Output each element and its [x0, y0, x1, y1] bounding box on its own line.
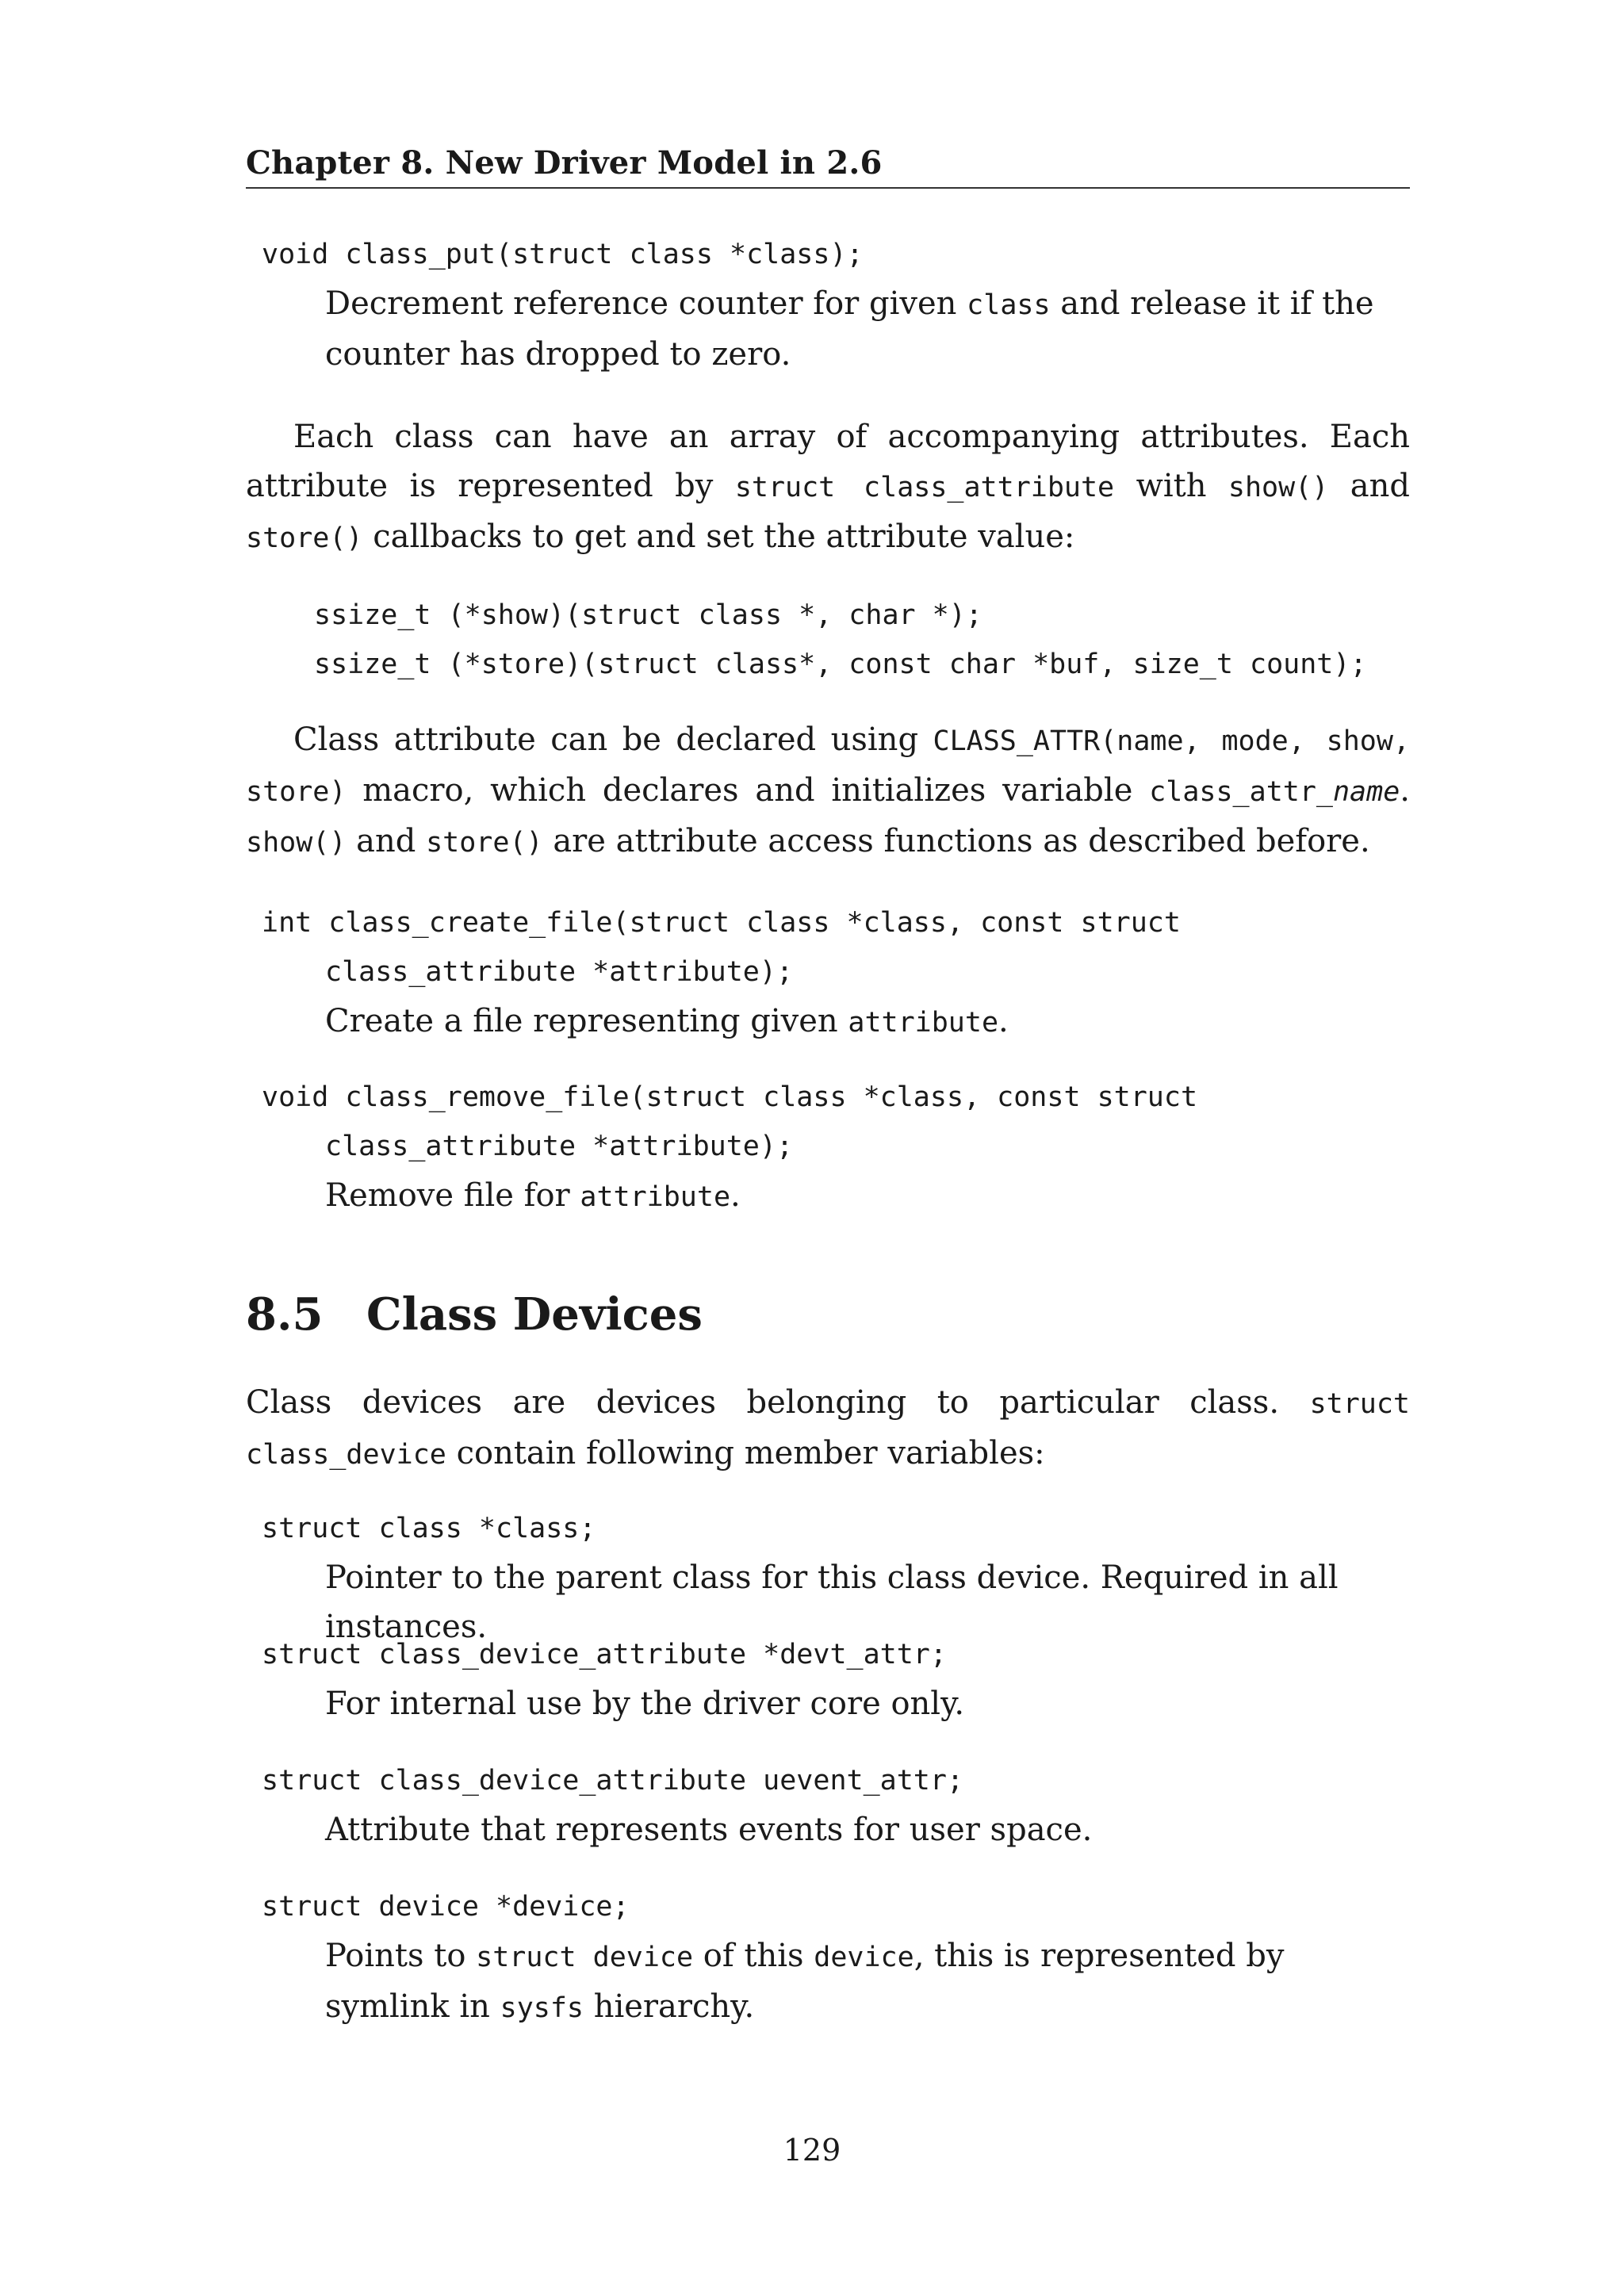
member-description: For internal use by the driver core only. — [325, 1686, 965, 1722]
class-create-file-entry — [246, 898, 1410, 1047]
macro-paragraph: Class attribute can be declared using CLASS_ATTR(name, mode, show, store) macro, which declares and initializes variable class_attr_name. show() and store() are attribute access functions as described before. — [246, 721, 1410, 859]
function-signature: int class_create_file(struct class *class, const struct class_attribute *attribute); — [262, 907, 1181, 988]
function-description: Create a file representing given attribute. — [325, 1003, 1009, 1039]
member-description: Points to struct device of this device, this is represented by symlink in sysfs hierarchy. — [325, 1938, 1285, 2025]
member-signature: struct class_device_attribute uevent_attr; — [262, 1765, 964, 1797]
code-block — [246, 591, 1410, 689]
member-entry — [246, 1756, 1410, 1854]
member-signature: struct class_device_attribute *devt_attr; — [262, 1639, 947, 1670]
member-entry — [246, 1630, 1410, 1728]
member-entry — [246, 1882, 1410, 2033]
chapter-header: Chapter 8. New Driver Model in 2.6 — [246, 144, 883, 182]
function-signature: void class_remove_file(struct class *class, const struct class_attribute *attribute); — [262, 1081, 1198, 1162]
section-intro-paragraph: Class devices are devices belonging to particular class. struct class_device contain following member variables: — [246, 1384, 1410, 1471]
page-number: 129 — [783, 2133, 841, 2168]
code-line: ssize_t (*store)(struct class*, const char *buf, size_t count); — [314, 649, 1367, 680]
code-line: ssize_t (*show)(struct class *, char *); — [314, 599, 982, 631]
member-signature: struct device *device; — [262, 1891, 630, 1923]
member-description: Pointer to the parent class for this class device. Required in all instances. — [325, 1559, 1339, 1645]
member-signature: struct class *class; — [262, 1513, 596, 1544]
function-description: Decrement reference counter for given class and release it if the counter has dropped to zero. — [325, 285, 1374, 373]
header-rule — [246, 187, 1410, 189]
section-heading: 8.5 Class Devices — [246, 1288, 703, 1341]
attributes-paragraph: Each class can have an array of accompanying attributes. Each attribute is represented by struct class_attribute with show() and store() callbacks to get and set the attribute value: — [246, 419, 1410, 555]
member-description: Attribute that represents events for user space. — [325, 1812, 1093, 1848]
class-put-entry — [246, 230, 1410, 379]
class-remove-file-entry — [246, 1073, 1410, 1222]
function-description: Remove file for attribute. — [325, 1177, 741, 1214]
function-signature: void class_put(struct class *class); — [262, 239, 864, 270]
